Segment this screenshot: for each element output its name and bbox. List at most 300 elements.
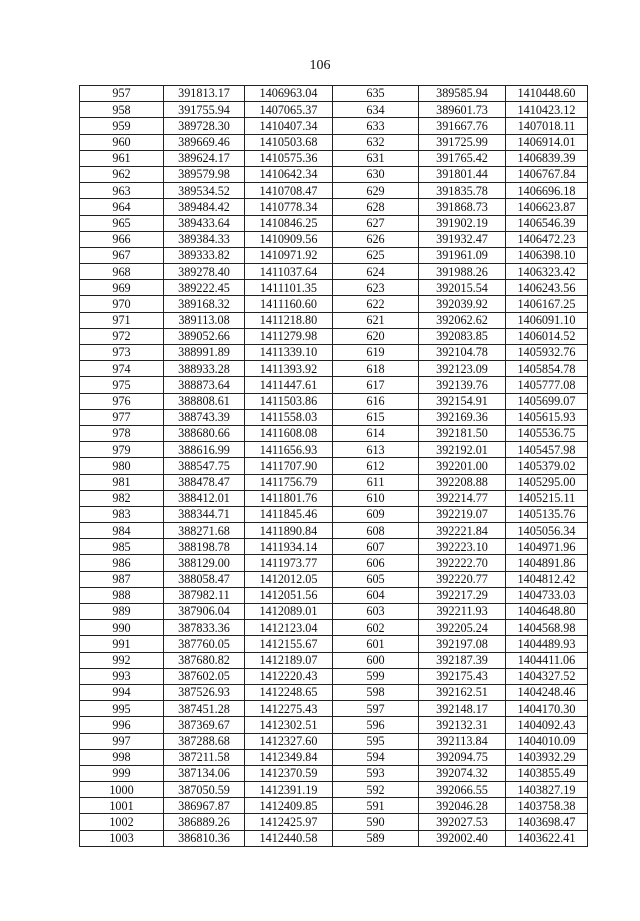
x-coordinate-left: 388271.68 [164,523,245,539]
y-coordinate-left: 1411756.79 [245,474,333,490]
y-coordinate-left: 1411656.93 [245,442,333,458]
point-number-right: 601 [333,636,419,652]
point-number-right: 618 [333,361,419,377]
y-coordinate-left: 1407065.37 [245,102,333,118]
x-coordinate-right: 392039.92 [419,296,506,312]
y-coordinate-right: 1403622.41 [506,830,588,846]
x-coordinate-left: 387050.59 [164,782,245,798]
point-number-left: 1003 [80,830,164,846]
point-number-left: 998 [80,749,164,765]
point-number-left: 973 [80,345,164,361]
y-coordinate-left: 1411037.64 [245,264,333,280]
y-coordinate-left: 1412409.85 [245,798,333,814]
table-row [80,102,588,118]
point-number-left: 996 [80,717,164,733]
y-coordinate-left: 1411218.80 [245,312,333,328]
y-coordinate-left: 1411934.14 [245,539,333,555]
x-coordinate-right: 392083.85 [419,328,506,344]
x-coordinate-left: 387526.93 [164,684,245,700]
point-number-right: 630 [333,166,419,182]
y-coordinate-left: 1411160.60 [245,296,333,312]
table-row [80,555,588,571]
x-coordinate-left: 387760.05 [164,636,245,652]
point-number-left: 969 [80,280,164,296]
x-coordinate-left: 389113.08 [164,312,245,328]
table-row [80,150,588,166]
y-coordinate-left: 1412440.58 [245,830,333,846]
point-number-left: 992 [80,652,164,668]
y-coordinate-right: 1406914.01 [506,134,588,150]
y-coordinate-right: 1405135.76 [506,506,588,522]
table-row [80,604,588,620]
y-coordinate-left: 1411279.98 [245,328,333,344]
x-coordinate-left: 388129.00 [164,555,245,571]
table-row [80,490,588,506]
y-coordinate-left: 1410708.47 [245,183,333,199]
table-row [80,620,588,636]
x-coordinate-right: 392222.70 [419,555,506,571]
y-coordinate-right: 1404648.80 [506,604,588,620]
table-row [80,652,588,668]
y-coordinate-right: 1405215.11 [506,490,588,506]
point-number-left: 995 [80,701,164,717]
point-number-left: 981 [80,474,164,490]
point-number-left: 987 [80,571,164,587]
table-row [80,296,588,312]
x-coordinate-left: 387134.06 [164,765,245,781]
x-coordinate-right: 392220.77 [419,571,506,587]
point-number-left: 976 [80,393,164,409]
x-coordinate-right: 392192.01 [419,442,506,458]
x-coordinate-right: 392221.84 [419,523,506,539]
point-number-right: 629 [333,183,419,199]
point-number-right: 616 [333,393,419,409]
x-coordinate-right: 391667.76 [419,118,506,134]
y-coordinate-right: 1406398.10 [506,247,588,263]
page-number: 106 [309,58,331,73]
table-row [80,442,588,458]
table-body [80,86,588,847]
x-coordinate-left: 386889.26 [164,814,245,830]
table-row [80,183,588,199]
table-row [80,765,588,781]
x-coordinate-left: 389669.46 [164,134,245,150]
x-coordinate-right: 391765.42 [419,150,506,166]
x-coordinate-left: 389728.30 [164,118,245,134]
y-coordinate-left: 1412275.43 [245,701,333,717]
y-coordinate-left: 1410575.36 [245,150,333,166]
x-coordinate-right: 392205.24 [419,620,506,636]
point-number-left: 964 [80,199,164,215]
point-number-right: 613 [333,442,419,458]
point-number-right: 623 [333,280,419,296]
y-coordinate-right: 1405056.34 [506,523,588,539]
x-coordinate-left: 387602.05 [164,668,245,684]
point-number-right: 609 [333,506,419,522]
x-coordinate-left: 389484.42 [164,199,245,215]
y-coordinate-left: 1411393.92 [245,361,333,377]
y-coordinate-left: 1412302.51 [245,717,333,733]
table-row [80,118,588,134]
y-coordinate-left: 1411558.03 [245,409,333,425]
point-number-left: 997 [80,733,164,749]
x-coordinate-right: 391932.47 [419,231,506,247]
x-coordinate-right: 391961.09 [419,247,506,263]
point-number-right: 628 [333,199,419,215]
x-coordinate-right: 391988.26 [419,264,506,280]
x-coordinate-right: 392066.55 [419,782,506,798]
y-coordinate-left: 1412220.43 [245,668,333,684]
y-coordinate-left: 1411608.08 [245,425,333,441]
y-coordinate-right: 1405457.98 [506,442,588,458]
x-coordinate-right: 392214.77 [419,490,506,506]
x-coordinate-right: 392211.93 [419,604,506,620]
x-coordinate-left: 388933.28 [164,361,245,377]
y-coordinate-left: 1412189.07 [245,652,333,668]
y-coordinate-right: 1404327.52 [506,668,588,684]
x-coordinate-right: 392201.00 [419,458,506,474]
table-row [80,539,588,555]
point-number-right: 606 [333,555,419,571]
x-coordinate-left: 389579.98 [164,166,245,182]
y-coordinate-left: 1411845.46 [245,506,333,522]
y-coordinate-left: 1411447.61 [245,377,333,393]
x-coordinate-right: 392074.32 [419,765,506,781]
x-coordinate-left: 387906.04 [164,604,245,620]
table-row [80,345,588,361]
point-number-right: 620 [333,328,419,344]
point-number-right: 590 [333,814,419,830]
x-coordinate-left: 387982.11 [164,587,245,603]
x-coordinate-left: 387211.58 [164,749,245,765]
table-row [80,361,588,377]
y-coordinate-left: 1412012.05 [245,571,333,587]
table-row [80,247,588,263]
x-coordinate-right: 392169.36 [419,409,506,425]
x-coordinate-right: 392197.08 [419,636,506,652]
point-number-right: 600 [333,652,419,668]
point-number-right: 592 [333,782,419,798]
y-coordinate-left: 1410971.92 [245,247,333,263]
x-coordinate-right: 392154.91 [419,393,506,409]
table-row [80,377,588,393]
table-row [80,199,588,215]
point-number-right: 626 [333,231,419,247]
y-coordinate-right: 1404010.09 [506,733,588,749]
x-coordinate-left: 388616.99 [164,442,245,458]
y-coordinate-left: 1411890.84 [245,523,333,539]
y-coordinate-right: 1405536.75 [506,425,588,441]
y-coordinate-right: 1403932.29 [506,749,588,765]
x-coordinate-left: 386967.87 [164,798,245,814]
point-number-left: 963 [80,183,164,199]
y-coordinate-right: 1406546.39 [506,215,588,231]
point-number-right: 598 [333,684,419,700]
x-coordinate-right: 392139.76 [419,377,506,393]
x-coordinate-left: 389333.82 [164,247,245,263]
y-coordinate-left: 1412425.97 [245,814,333,830]
point-number-left: 971 [80,312,164,328]
table-row [80,587,588,603]
point-number-right: 617 [333,377,419,393]
point-number-right: 631 [333,150,419,166]
table-row [80,215,588,231]
y-coordinate-right: 1405379.02 [506,458,588,474]
point-number-right: 611 [333,474,419,490]
x-coordinate-left: 387288.68 [164,733,245,749]
x-coordinate-right: 392175.43 [419,668,506,684]
x-coordinate-right: 392002.40 [419,830,506,846]
point-number-right: 610 [333,490,419,506]
x-coordinate-right: 389601.73 [419,102,506,118]
y-coordinate-left: 1410407.34 [245,118,333,134]
table-row [80,830,588,846]
y-coordinate-right: 1406091.10 [506,312,588,328]
y-coordinate-left: 1410846.25 [245,215,333,231]
point-number-left: 993 [80,668,164,684]
point-number-left: 986 [80,555,164,571]
x-coordinate-left: 389624.17 [164,150,245,166]
table-row [80,328,588,344]
table-row [80,523,588,539]
y-coordinate-right: 1404733.03 [506,587,588,603]
x-coordinate-left: 389384.33 [164,231,245,247]
x-coordinate-left: 388547.75 [164,458,245,474]
y-coordinate-right: 1406323.42 [506,264,588,280]
point-number-right: 589 [333,830,419,846]
y-coordinate-left: 1410642.34 [245,166,333,182]
table-row [80,458,588,474]
y-coordinate-right: 1410448.60 [506,86,588,102]
x-coordinate-left: 391755.94 [164,102,245,118]
point-number-left: 989 [80,604,164,620]
x-coordinate-right: 392015.54 [419,280,506,296]
point-number-left: 983 [80,506,164,522]
x-coordinate-right: 392062.62 [419,312,506,328]
x-coordinate-left: 387451.28 [164,701,245,717]
y-coordinate-right: 1404489.93 [506,636,588,652]
y-coordinate-right: 1405777.08 [506,377,588,393]
table-row [80,264,588,280]
table-row [80,636,588,652]
y-coordinate-left: 1410778.34 [245,199,333,215]
y-coordinate-right: 1404568.98 [506,620,588,636]
point-number-left: 961 [80,150,164,166]
point-number-right: 614 [333,425,419,441]
table-row [80,668,588,684]
point-number-right: 625 [333,247,419,263]
table-row [80,782,588,798]
point-number-left: 991 [80,636,164,652]
table-row [80,474,588,490]
x-coordinate-left: 388991.89 [164,345,245,361]
x-coordinate-right: 392181.50 [419,425,506,441]
table-row [80,166,588,182]
table-row [80,571,588,587]
y-coordinate-left: 1406963.04 [245,86,333,102]
point-number-left: 967 [80,247,164,263]
x-coordinate-right: 392223.10 [419,539,506,555]
table-row [80,506,588,522]
point-number-left: 965 [80,215,164,231]
y-coordinate-right: 1406014.52 [506,328,588,344]
y-coordinate-left: 1412051.56 [245,587,333,603]
x-coordinate-left: 387680.82 [164,652,245,668]
point-number-right: 608 [333,523,419,539]
table-row [80,733,588,749]
point-number-right: 591 [333,798,419,814]
y-coordinate-right: 1406839.39 [506,150,588,166]
x-coordinate-right: 392046.28 [419,798,506,814]
x-coordinate-left: 386810.36 [164,830,245,846]
x-coordinate-left: 388808.61 [164,393,245,409]
point-number-right: 619 [333,345,419,361]
point-number-right: 603 [333,604,419,620]
y-coordinate-right: 1406623.87 [506,199,588,215]
x-coordinate-right: 392162.51 [419,684,506,700]
point-number-left: 962 [80,166,164,182]
x-coordinate-left: 389534.52 [164,183,245,199]
table-row [80,134,588,150]
point-number-left: 974 [80,361,164,377]
point-number-right: 615 [333,409,419,425]
table-row [80,231,588,247]
point-number-right: 597 [333,701,419,717]
point-number-right: 624 [333,264,419,280]
y-coordinate-right: 1410423.12 [506,102,588,118]
x-coordinate-right: 391801.44 [419,166,506,182]
point-number-right: 604 [333,587,419,603]
x-coordinate-left: 388412.01 [164,490,245,506]
y-coordinate-left: 1410503.68 [245,134,333,150]
x-coordinate-left: 388478.47 [164,474,245,490]
y-coordinate-right: 1404411.06 [506,652,588,668]
x-coordinate-right: 389585.94 [419,86,506,102]
x-coordinate-left: 389052.66 [164,328,245,344]
x-coordinate-right: 392148.17 [419,701,506,717]
table-row [80,749,588,765]
point-number-right: 634 [333,102,419,118]
x-coordinate-left: 389222.45 [164,280,245,296]
point-number-left: 978 [80,425,164,441]
point-number-left: 958 [80,102,164,118]
x-coordinate-left: 388058.47 [164,571,245,587]
y-coordinate-left: 1411801.76 [245,490,333,506]
x-coordinate-right: 392123.09 [419,361,506,377]
y-coordinate-right: 1406243.56 [506,280,588,296]
y-coordinate-right: 1405854.78 [506,361,588,377]
y-coordinate-left: 1411101.35 [245,280,333,296]
x-coordinate-right: 392113.84 [419,733,506,749]
x-coordinate-left: 387369.67 [164,717,245,733]
point-number-left: 984 [80,523,164,539]
point-number-left: 959 [80,118,164,134]
y-coordinate-left: 1412248.65 [245,684,333,700]
x-coordinate-right: 392094.75 [419,749,506,765]
point-number-right: 605 [333,571,419,587]
x-coordinate-left: 387833.36 [164,620,245,636]
y-coordinate-left: 1411503.86 [245,393,333,409]
y-coordinate-right: 1405699.07 [506,393,588,409]
x-coordinate-left: 388198.78 [164,539,245,555]
y-coordinate-left: 1412391.19 [245,782,333,798]
point-number-right: 607 [333,539,419,555]
y-coordinate-right: 1403698.47 [506,814,588,830]
y-coordinate-right: 1406472.23 [506,231,588,247]
y-coordinate-left: 1411707.90 [245,458,333,474]
y-coordinate-right: 1407018.11 [506,118,588,134]
x-coordinate-right: 391725.99 [419,134,506,150]
x-coordinate-right: 392027.53 [419,814,506,830]
y-coordinate-right: 1405295.00 [506,474,588,490]
point-number-right: 633 [333,118,419,134]
y-coordinate-right: 1404170.30 [506,701,588,717]
table-row [80,684,588,700]
point-number-left: 990 [80,620,164,636]
x-coordinate-right: 391868.73 [419,199,506,215]
y-coordinate-right: 1403827.19 [506,782,588,798]
table-row [80,798,588,814]
y-coordinate-right: 1403758.38 [506,798,588,814]
point-number-left: 979 [80,442,164,458]
table-row [80,312,588,328]
x-coordinate-right: 392104.78 [419,345,506,361]
point-number-right: 632 [333,134,419,150]
point-number-left: 982 [80,490,164,506]
y-coordinate-right: 1406696.18 [506,183,588,199]
x-coordinate-right: 391835.78 [419,183,506,199]
y-coordinate-left: 1411973.77 [245,555,333,571]
point-number-right: 635 [333,86,419,102]
y-coordinate-right: 1404971.96 [506,539,588,555]
x-coordinate-right: 392217.29 [419,587,506,603]
y-coordinate-left: 1412089.01 [245,604,333,620]
point-number-left: 977 [80,409,164,425]
table-row [80,717,588,733]
table-row [80,409,588,425]
point-number-right: 593 [333,765,419,781]
point-number-left: 966 [80,231,164,247]
point-number-right: 602 [333,620,419,636]
x-coordinate-right: 391902.19 [419,215,506,231]
x-coordinate-right: 392132.31 [419,717,506,733]
y-coordinate-right: 1404092.43 [506,717,588,733]
point-number-left: 957 [80,86,164,102]
y-coordinate-right: 1406767.84 [506,166,588,182]
table-row [80,701,588,717]
x-coordinate-left: 388743.39 [164,409,245,425]
coordinates-table [79,85,588,847]
table-row [80,425,588,441]
y-coordinate-right: 1404812.42 [506,571,588,587]
y-coordinate-right: 1403855.49 [506,765,588,781]
y-coordinate-right: 1404248.46 [506,684,588,700]
x-coordinate-left: 389433.64 [164,215,245,231]
point-number-right: 621 [333,312,419,328]
point-number-right: 599 [333,668,419,684]
y-coordinate-right: 1405932.76 [506,345,588,361]
point-number-left: 1001 [80,798,164,814]
point-number-left: 1000 [80,782,164,798]
table-row [80,280,588,296]
point-number-right: 627 [333,215,419,231]
y-coordinate-right: 1404891.86 [506,555,588,571]
point-number-right: 594 [333,749,419,765]
x-coordinate-left: 388680.66 [164,425,245,441]
y-coordinate-right: 1406167.25 [506,296,588,312]
x-coordinate-left: 388873.64 [164,377,245,393]
x-coordinate-right: 392208.88 [419,474,506,490]
